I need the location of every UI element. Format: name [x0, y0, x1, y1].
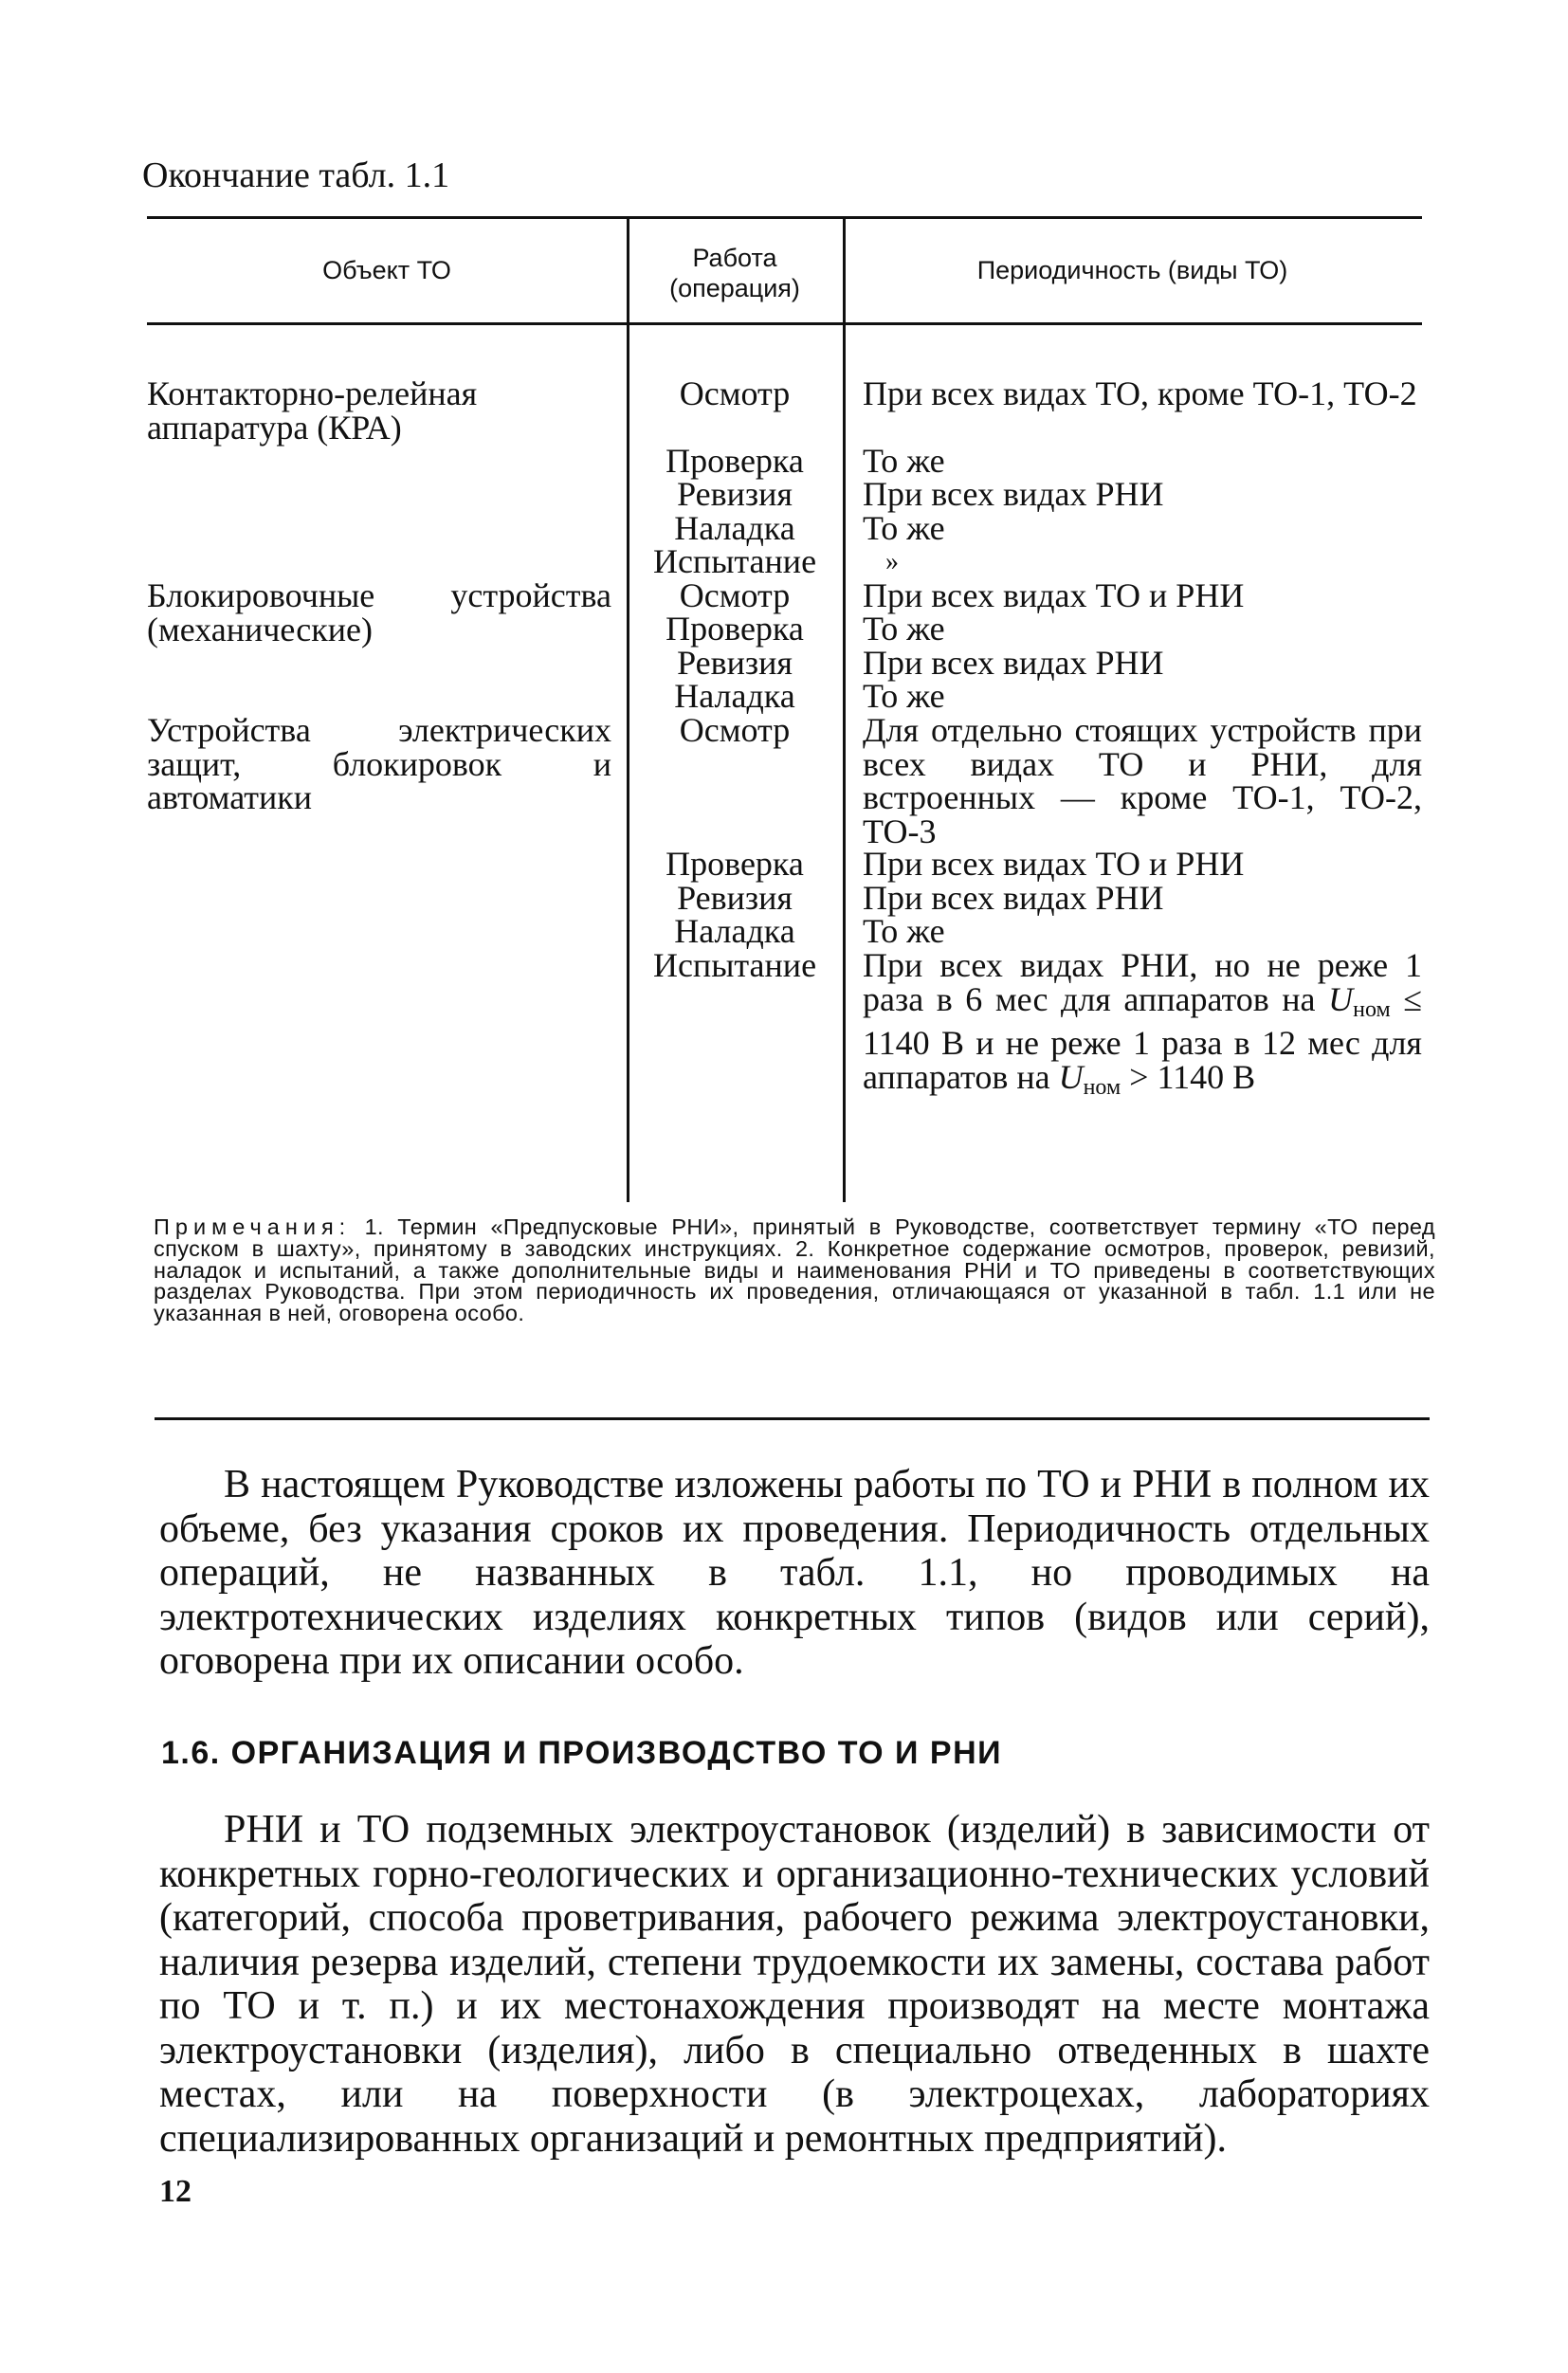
period-text: ≤ 1140 В и не реже 1 раза в 12 мес для аппаратов на — [863, 979, 1423, 1096]
period-cell: То же — [863, 509, 945, 547]
notes-label: Примечания: — [154, 1214, 352, 1239]
table-header-rule — [147, 322, 1422, 325]
header-object: Объект ТО — [322, 256, 451, 284]
operation-cell: Испытание — [652, 542, 817, 580]
operation-cell: Проверка — [665, 610, 804, 648]
body-paragraph: В настоящем Руководстве изложены работы по ТО и РНИ в полном их объеме, без указания сроков их проведения. Периодичность отдельных операций, не названных в табл. 1.1, но проводимых на электротехнических изделиях конкретных типов (видов или серий), оговорена при их описании особо. — [159, 1463, 1430, 1683]
operation-cell: Ревизия — [677, 644, 793, 682]
voltage-subscript: ном — [1353, 996, 1391, 1022]
object-cell: Устройства электрических защит, блокировок и автоматики — [147, 711, 611, 816]
operation-cell: Наладка — [674, 509, 795, 547]
voltage-symbol: U — [1328, 979, 1354, 1018]
object-cell: Контакторно-релейная аппаратура (КРА) — [147, 374, 478, 447]
operation-cell: Ревизия — [677, 879, 793, 917]
period-cell: При всех видах ТО и РНИ — [863, 845, 1245, 883]
period-cell: При всех видах РНИ — [863, 644, 1164, 682]
period-cell: То же — [863, 912, 945, 950]
period-cell: » — [885, 547, 899, 576]
section-heading: 1.6. ОРГАНИЗАЦИЯ И ПРОИЗВОДСТВО ТО И РНИ — [161, 1735, 1003, 1771]
header-work — [627, 243, 843, 303]
header-work-line2: (операция) — [669, 274, 800, 302]
period-cell: При всех видах РНИ — [863, 879, 1164, 917]
table-column-divider — [843, 216, 846, 1202]
operation-cell: Проверка — [665, 845, 804, 883]
period-cell — [863, 946, 1423, 1104]
operation-cell: Осмотр — [679, 711, 791, 749]
period-cell: Для отдельно стоящих устройств при всех видах ТО и РНИ, для встроенных — кроме ТО-1, ТО-2, ТО-3 — [863, 711, 1422, 850]
period-cell: То же — [863, 677, 945, 715]
period-cell: То же — [863, 610, 945, 648]
section-separator — [155, 1417, 1430, 1420]
table-notes — [154, 1216, 1435, 1324]
body-paragraph: РНИ и ТО подземных электроустановок (изделий) в зависимости от конкретных горно-геологических и организационно-технических условий (категорий, способа проветривания, рабочего режима электроустановки, наличия резерва изделий, степени трудоемкости их замены, состава работ по ТО и т. п.) и их местонахождения производят на месте монтажа электроустановки (изделия), либо в специально отведенных в шахте местах, или на поверхности (в электроцехах, лабораториях специализированных организаций и ремонтных предприятий). — [159, 1808, 1430, 2161]
voltage-symbol: U — [1058, 1057, 1084, 1096]
maintenance-table — [147, 216, 1422, 1202]
notes-text: 1. Термин «Предпусковые РНИ», принятый в Руководстве, соответствует термину «ТО перед спуском в шахту», принятому в заводских инструкциях. 2. Конкретное содержание осмотров, проверок, ревизий, наладок и испытаний, а также дополнительные виды и наименования РНИ и ТО приведены в соответствующих разделах Руководства. При этом периодичность их проведения, отличающаяся от указанной в табл. 1.1 или не указанная в ней, оговорена особо. — [154, 1214, 1435, 1326]
period-cell: При всех видах ТО и РНИ — [863, 576, 1245, 614]
operation-cell: Ревизия — [677, 475, 793, 513]
operation-cell: Наладка — [674, 912, 795, 950]
voltage-subscript: ном — [1083, 1074, 1121, 1100]
period-cell: При всех видах РНИ — [863, 475, 1164, 513]
operation-cell: Осмотр — [679, 374, 791, 412]
operation-cell: Наладка — [674, 677, 795, 715]
operation-cell: Проверка — [665, 442, 804, 480]
header-work-line1: Работа — [692, 244, 777, 272]
period-cell: То же — [863, 442, 945, 480]
period-text: > 1140 В — [1129, 1057, 1256, 1096]
period-text: При всех видах РНИ, но не реже 1 раза в 6 мес для аппаратов на — [863, 946, 1422, 1018]
period-cell: При всех видах ТО, кроме ТО-1, ТО-2 — [863, 374, 1417, 412]
table-caption: Окончание табл. 1.1 — [142, 155, 450, 195]
page-number: 12 — [159, 2174, 191, 2209]
header-period: Периодичность (виды ТО) — [976, 256, 1288, 284]
operation-cell: Осмотр — [679, 576, 791, 614]
operation-cell: Испытание — [652, 946, 817, 984]
table-top-rule — [147, 216, 1422, 219]
object-cell: Блокировочные устройства (механические) — [147, 576, 611, 648]
